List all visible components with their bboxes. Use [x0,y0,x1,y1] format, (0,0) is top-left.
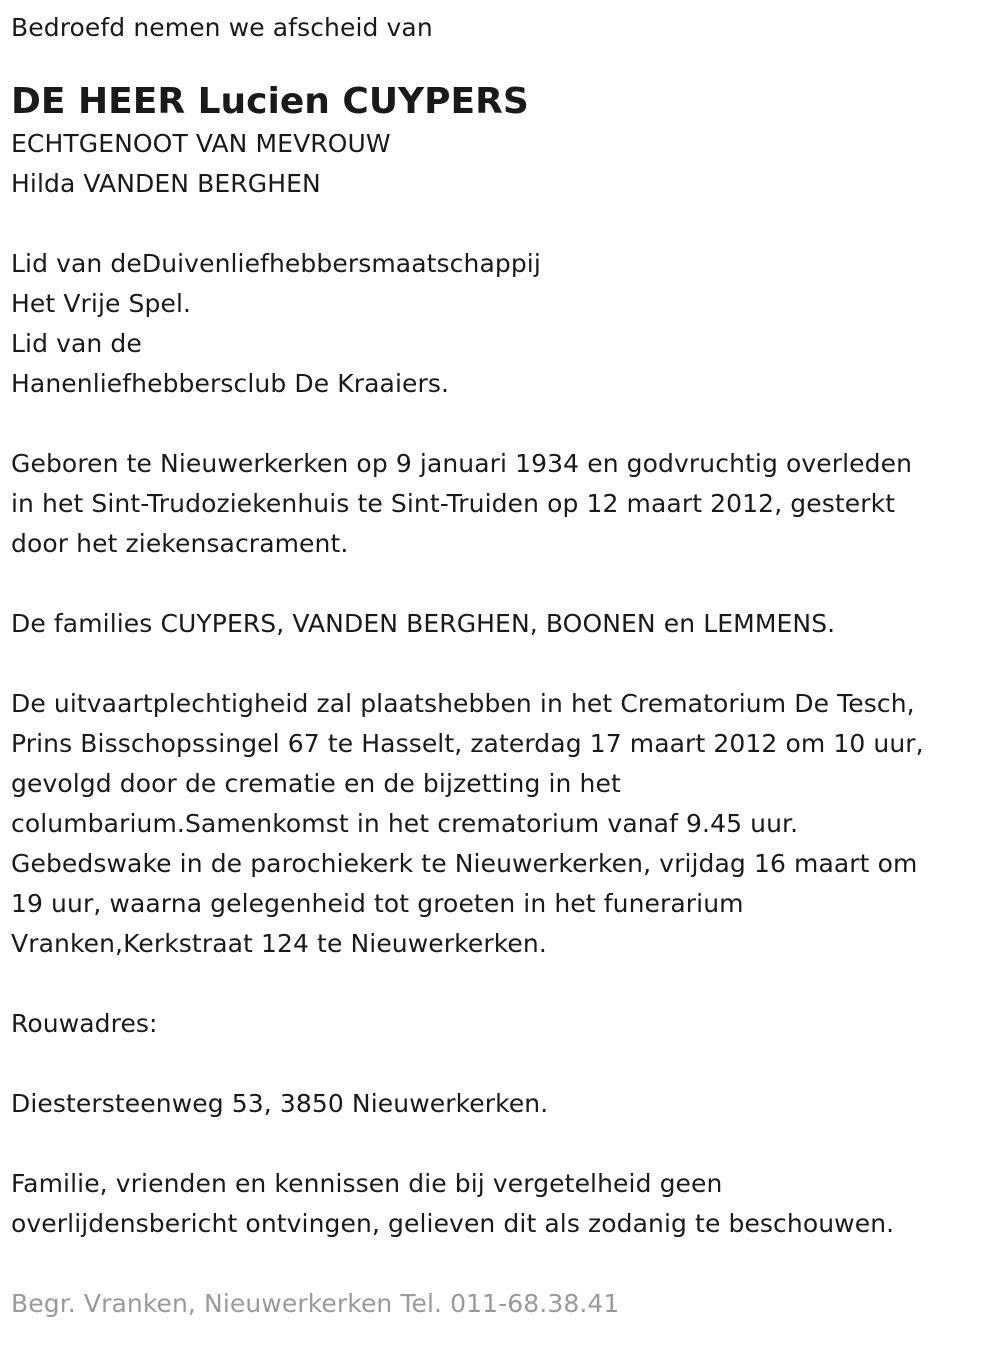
spacer [11,1244,991,1284]
funeral-line: Gebedswake in de parochiekerk te Nieuwerkerken, vrijdag 16 maart om [11,849,918,878]
funeral-line: Prins Bisschopssingel 67 te Hasselt, zaterdag 17 maart 2012 om 10 uur, [11,729,924,758]
funeral-line: 19 uur, waarna gelegenheid tot groeten in het funerarium [11,889,744,918]
spouse-title: ECHTGENOOT VAN MEVROUW [11,129,391,158]
spacer [11,1044,991,1084]
intro-text: Bedroefd nemen we afscheid van [11,13,433,42]
spacer [11,564,991,604]
spouse-name: Hilda VANDEN BERGHEN [11,169,321,198]
funeral-line: gevolgd door de crematie en de bijzetting in het [11,769,621,798]
birth-death-line: Geboren te Nieuwerkerken op 9 januari 1934 en godvruchtig overleden [11,449,913,478]
membership-line: Het Vrije Spel. [11,289,192,318]
closing-line: overlijdensbericht ontvingen, gelieven dit als zodanig te beschouwen. [11,1209,895,1238]
birth-death-line: door het ziekensacrament. [11,529,349,558]
mourning-address: Diestersteenweg 53, 3850 Nieuwerkerken. [11,1089,549,1118]
families-text: De families CUYPERS, VANDEN BERGHEN, BOONEN en LEMMENS. [11,609,836,638]
obituary-notice [11,8,991,1324]
spacer [11,964,991,1004]
spacer [11,644,991,684]
spacer [11,404,991,444]
spacer [11,1124,991,1164]
membership-line: Lid van deDuivenliefhebbersmaatschappij [11,249,541,278]
funeral-line: Vranken,Kerkstraat 124 te Nieuwerkerken. [11,929,547,958]
funeral-home-footer: Begr. Vranken, Nieuwerkerken Tel. 011-68.38.41 [11,1289,620,1318]
spacer [11,204,991,244]
membership-line: Hanenliefhebbersclub De Kraaiers. [11,369,450,398]
deceased-name: DE HEER Lucien CUYPERS [11,81,529,122]
closing-line: Familie, vrienden en kennissen die bij vergetelheid geen [11,1169,723,1198]
membership-line: Lid van de [11,329,142,358]
funeral-line: De uitvaartplechtigheid zal plaatshebben in het Crematorium De Tesch, [11,689,915,718]
birth-death-line: in het Sint-Trudoziekenhuis te Sint-Truiden op 12 maart 2012, gesterkt [11,489,896,518]
funeral-line: columbarium.Samenkomst in het crematorium vanaf 9.45 uur. [11,809,799,838]
address-label: Rouwadres: [11,1009,158,1038]
